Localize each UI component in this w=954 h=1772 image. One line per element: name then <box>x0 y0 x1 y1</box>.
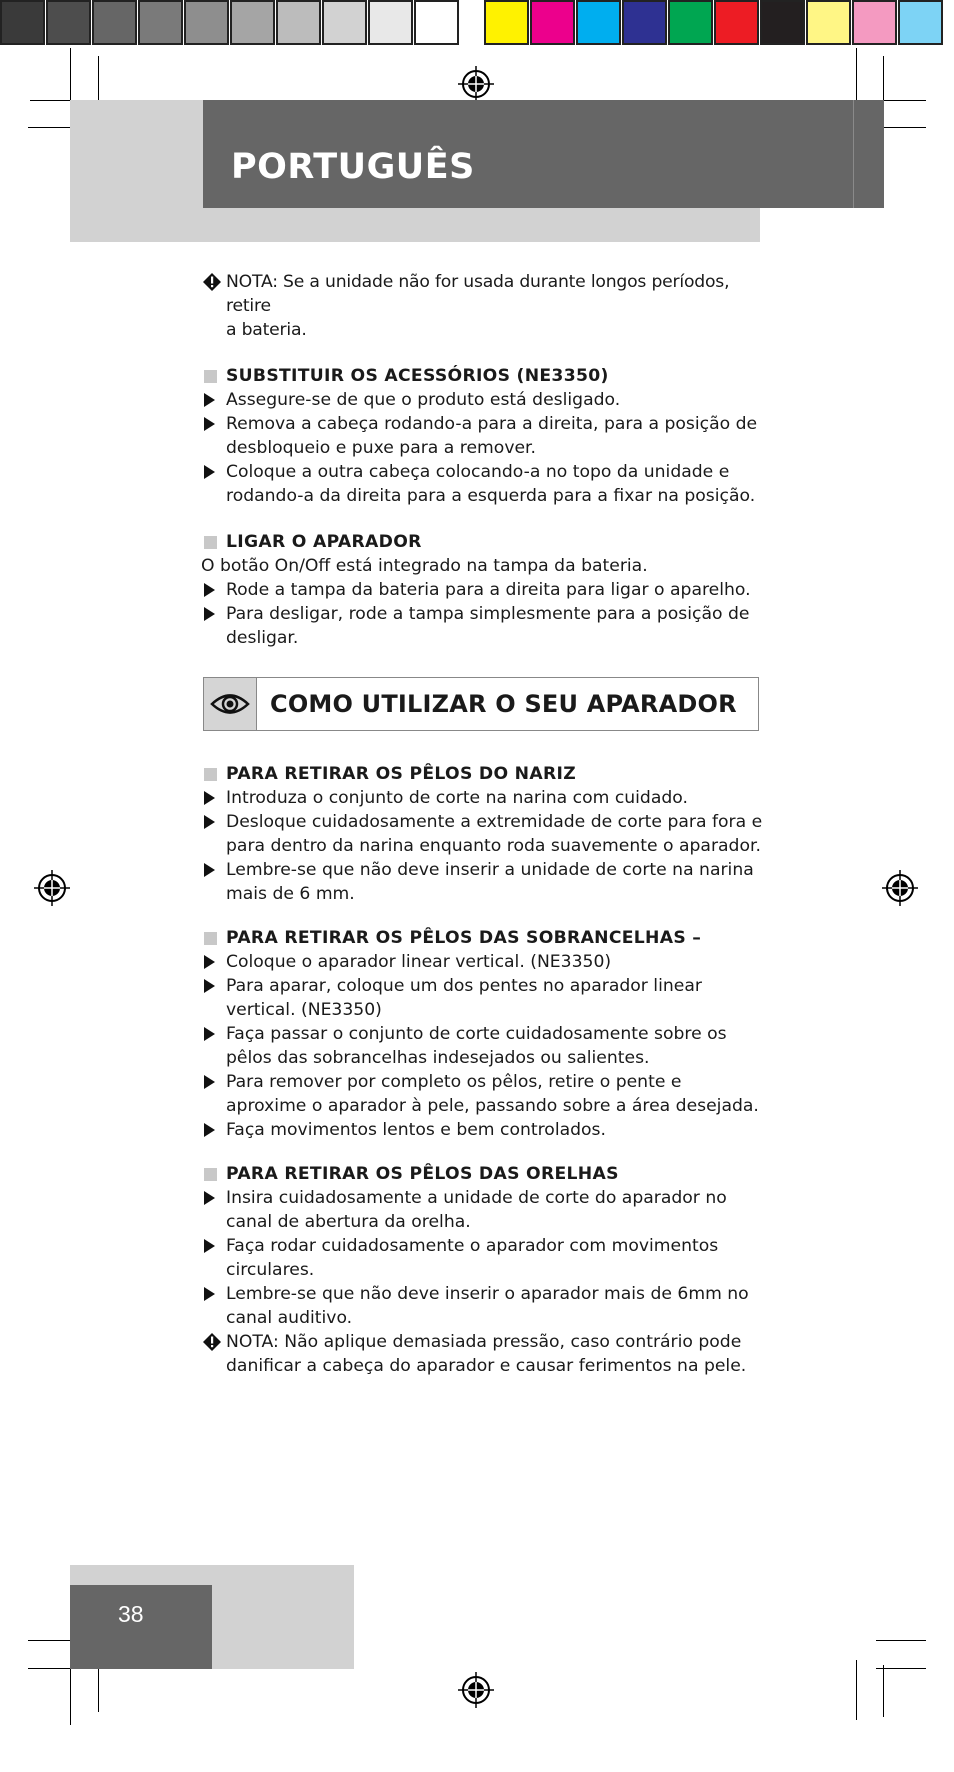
eye-icon <box>210 691 250 717</box>
list-item: Faça rodar cuidadosamente o aparador com movimentos circulares. <box>203 1234 763 1282</box>
note-line: a bateria. <box>226 320 307 340</box>
arrow-bullet-icon <box>203 1282 223 1306</box>
section-heading: PARA RETIRAR OS PÊLOS DAS ORELHAS <box>203 1162 763 1186</box>
page-number: 38 <box>118 1601 144 1627</box>
usage-content <box>203 762 763 1378</box>
warning-diamond-icon <box>203 1330 223 1354</box>
color-swatch <box>898 0 943 45</box>
registration-mark-icon <box>880 868 920 908</box>
square-bullet-icon <box>204 768 217 781</box>
square-bullet-icon <box>204 932 217 945</box>
section-heading: PARA RETIRAR OS PÊLOS DAS SOBRANCELHAS – <box>203 926 763 950</box>
gray-swatch <box>92 0 137 45</box>
list-item: Para desligar, rode a tampa simplesmente para a posição de desligar. <box>203 602 763 650</box>
note-line: NOTA: Se a unidade não for usada durante longos períodos, retire <box>226 272 730 316</box>
list-item: Desloque cuidadosamente a extremidade de corte para fora e para dentro da narina enquanto roda suavemente o aparador. <box>203 810 763 858</box>
color-swatch <box>806 0 851 45</box>
top-content <box>203 270 763 650</box>
square-bullet-icon <box>204 1168 217 1181</box>
gray-swatch <box>46 0 91 45</box>
color-swatch <box>714 0 759 45</box>
arrow-bullet-icon <box>203 950 223 974</box>
registration-mark-icon <box>32 868 72 908</box>
arrow-bullet-icon <box>203 578 223 602</box>
section-heading: SUBSTITUIR OS ACESSÓRIOS (NE3350) <box>203 364 763 388</box>
color-swatch <box>668 0 713 45</box>
arrow-bullet-icon <box>203 1234 223 1258</box>
list-item: Coloque a outra cabeça colocando-a no topo da unidade e rodando-a da direita para a esquerda para a fixar na posição. <box>203 460 763 508</box>
arrow-bullet-icon <box>203 412 223 436</box>
color-calibration-bar <box>484 0 944 49</box>
list-item: Insira cuidadosamente a unidade de corte do aparador no canal de abertura da orelha. <box>203 1186 763 1234</box>
gray-swatch <box>230 0 275 45</box>
header-band-edge <box>853 100 884 208</box>
usage-section-header <box>203 677 759 731</box>
color-swatch <box>484 0 529 45</box>
gray-swatch <box>184 0 229 45</box>
list-item: Para aparar, coloque um dos pentes no aparador linear vertical. (NE3350) <box>203 974 763 1022</box>
list-item: Remova a cabeça rodando-a para a direita, para a posição de desbloqueio e puxe para a remover. <box>203 412 763 460</box>
note-item: NOTA: Não aplique demasiada pressão, caso contrário pode danificar a cabeça do aparador e causar ferimentos na pele. <box>203 1330 763 1378</box>
color-swatch <box>852 0 897 45</box>
note-item <box>203 270 763 342</box>
color-swatch <box>576 0 621 45</box>
registration-mark-icon <box>456 1670 496 1710</box>
arrow-bullet-icon <box>203 810 223 834</box>
list-item: Faça movimentos lentos e bem controlados. <box>203 1118 763 1142</box>
arrow-bullet-icon <box>203 1118 223 1142</box>
gray-swatch <box>414 0 459 45</box>
arrow-bullet-icon <box>203 460 223 484</box>
arrow-bullet-icon <box>203 602 223 626</box>
list-item: Para remover por completo os pêlos, retire o pente e aproxime o aparador à pele, passando sobre a área desejada. <box>203 1070 763 1118</box>
arrow-bullet-icon <box>203 1070 223 1094</box>
color-swatch <box>760 0 805 45</box>
list-item: Rode a tampa da bateria para a direita para ligar o aparelho. <box>203 578 763 602</box>
gray-swatch <box>322 0 367 45</box>
section-heading: LIGAR O APARADOR <box>203 530 763 554</box>
gray-calibration-bar <box>0 0 460 49</box>
square-bullet-icon <box>204 536 217 549</box>
list-item: Coloque o aparador linear vertical. (NE3350) <box>203 950 763 974</box>
gray-swatch <box>138 0 183 45</box>
color-swatch <box>530 0 575 45</box>
gray-swatch <box>0 0 45 45</box>
registration-mark-icon <box>456 64 496 104</box>
arrow-bullet-icon <box>203 786 223 810</box>
warning-diamond-icon <box>203 270 223 294</box>
list-item: Lembre-se que não deve inserir o aparador mais de 6mm no canal auditivo. <box>203 1282 763 1330</box>
arrow-bullet-icon <box>203 388 223 412</box>
arrow-bullet-icon <box>203 1186 223 1210</box>
list-item: Assegure-se de que o produto está desligado. <box>203 388 763 412</box>
color-swatch <box>622 0 667 45</box>
eye-icon-cell <box>204 678 257 730</box>
arrow-bullet-icon <box>203 1022 223 1046</box>
usage-section-title: COMO UTILIZAR O SEU APARADOR <box>270 690 737 718</box>
gray-swatch <box>276 0 321 45</box>
intro-text: O botão On/Off está integrado na tampa da bateria. <box>201 556 648 576</box>
arrow-bullet-icon <box>203 974 223 998</box>
list-item: Faça passar o conjunto de corte cuidadosamente sobre os pêlos das sobrancelhas indesejados ou salientes. <box>203 1022 763 1070</box>
page-title: PORTUGUÊS <box>231 147 475 187</box>
gray-swatch <box>368 0 413 45</box>
section-heading: PARA RETIRAR OS PÊLOS DO NARIZ <box>203 762 763 786</box>
list-item: Introduza o conjunto de corte na narina com cuidado. <box>203 786 763 810</box>
list-item: Lembre-se que não deve inserir a unidade de corte na narina mais de 6 mm. <box>203 858 763 906</box>
square-bullet-icon <box>204 370 217 383</box>
arrow-bullet-icon <box>203 858 223 882</box>
